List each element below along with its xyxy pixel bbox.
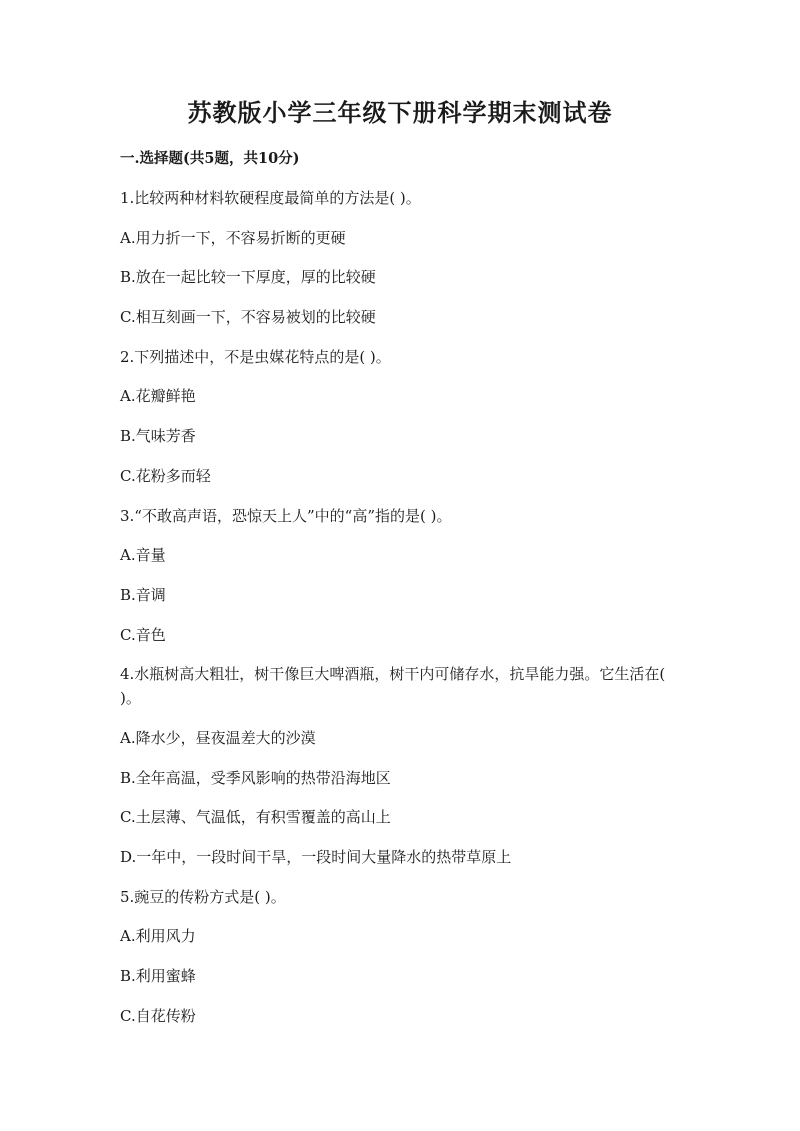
question-4: [120, 662, 682, 869]
option-c: C.相互刻画一下，不容易被划的比较硬: [120, 308, 376, 327]
option-c: C.花粉多而轻: [120, 466, 211, 485]
section-heading: 一.选择题(共5题，共10分): [120, 150, 300, 167]
question-3: [120, 504, 682, 647]
option-b: B.音调: [120, 585, 166, 604]
option-a: A.降水少，昼夜温差大的沙漠: [120, 728, 316, 747]
question-1: [120, 186, 682, 329]
option-a: A.音量: [120, 546, 166, 565]
question-stem: 4.水瓶树高大粗壮，树干像巨大啤酒瓶，树干内可储存水，抗旱能力强。它生活在( )。: [120, 665, 666, 708]
question-stem: 2.下列描述中，不是虫媒花特点的是( )。: [120, 347, 391, 366]
question-2: [120, 345, 682, 488]
question-list: [120, 186, 682, 1043]
question-stem: 3.“不敢高声语，恐惊天上人”中的“高”指的是( )。: [120, 506, 452, 525]
question-stem: 5.豌豆的传粉方式是( )。: [120, 887, 286, 906]
option-b: B.气味芳香: [120, 427, 196, 446]
option-c: C.自花传粉: [120, 1006, 196, 1025]
option-c: C.音色: [120, 625, 166, 644]
question-5: [120, 885, 682, 1028]
question-stem: 1.比较两种材料软硬程度最简单的方法是( )。: [120, 189, 421, 207]
option-a: A.用力折一下，不容易折断的更硬: [120, 228, 346, 247]
option-d: D.一年中，一段时间干旱，一段时间大量降水的热带草原上: [120, 848, 512, 866]
option-b: B.全年高温，受季风影响的热带沿海地区: [120, 768, 391, 787]
option-a: A.花瓣鲜艳: [120, 387, 196, 406]
option-a: A.利用风力: [120, 927, 196, 946]
option-c: C.土层薄、气温低，有积雪覆盖的高山上: [120, 808, 391, 827]
option-b: B.利用蜜蜂: [120, 967, 196, 986]
option-b: B.放在一起比较一下厚度，厚的比较硬: [120, 268, 376, 287]
page-title: 苏教版小学三年级下册科学期末测试卷: [187, 98, 613, 127]
